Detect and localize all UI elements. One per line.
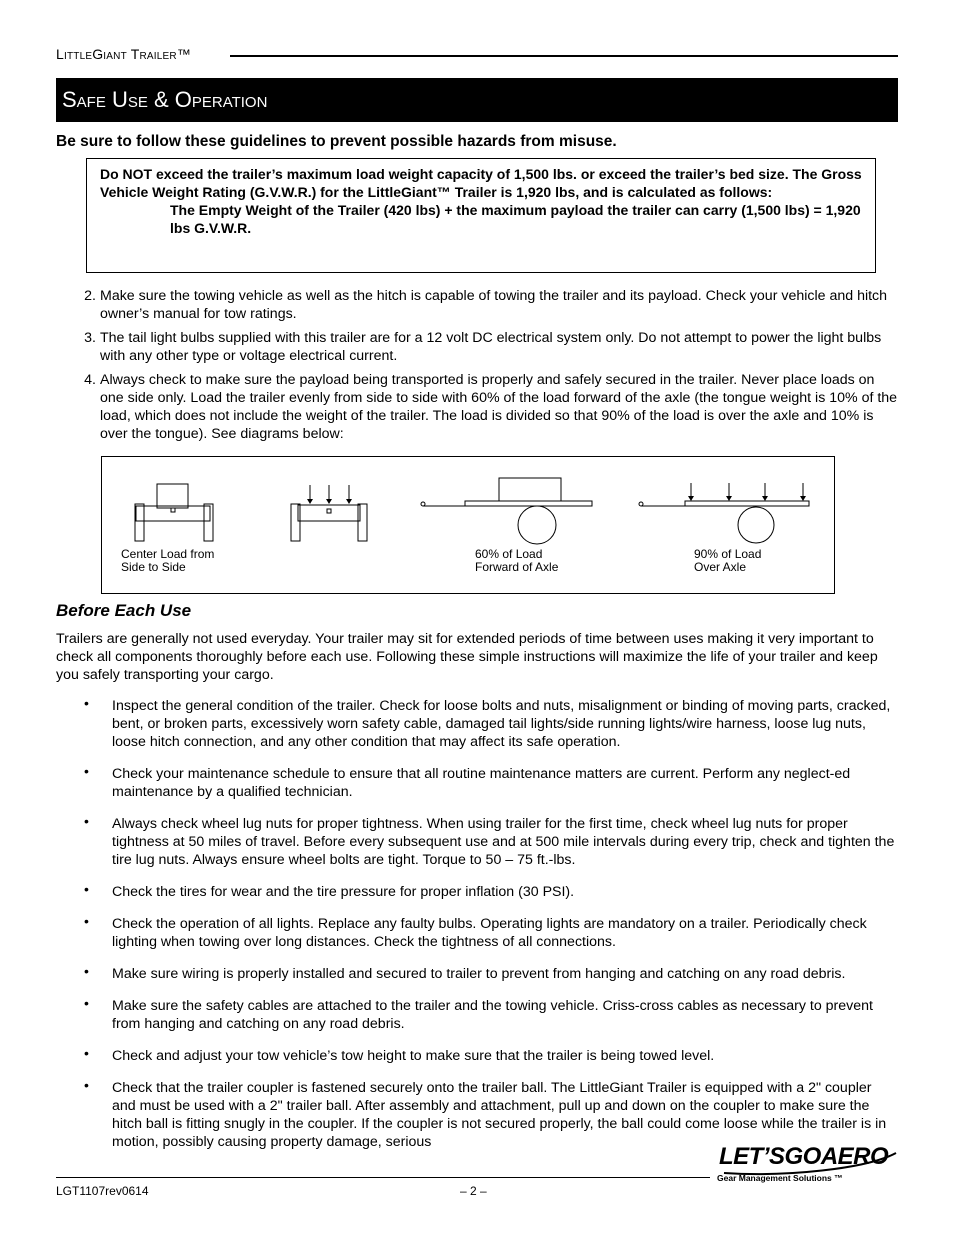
- item-number: 4.: [84, 372, 96, 388]
- item-text: Inspect the general condition of the trailer. Check for loose bolts and nuts, misalignment or binding of moving parts, cracked, bent, or broken parts, excessively worn safety cable, damaged tail lights/side running lights/wire harness, loose lug nuts, loose hitch connection, and any other condition that may affect its safe operation.: [112, 698, 891, 750]
- forward-load-diagram: [421, 478, 592, 544]
- item-text: Always check wheel lug nuts for proper tightness. When using trailer for the first time, check wheel lug nuts for proper tightness at 50 miles of travel. Before every subsequent use and at 500 mile intervals during every trip, check and tighten the tire lug nuts. Always ensure wheel bolts are tight. Torque to 50 – 75 ft.-lbs.: [112, 816, 895, 868]
- list-item: [56, 965, 898, 983]
- bullet: •: [84, 913, 89, 929]
- list-item: [56, 697, 898, 751]
- label-line: 60% of Load: [475, 547, 543, 561]
- bullet: •: [84, 1045, 89, 1061]
- brand-logo: [716, 1143, 900, 1187]
- load-diagrams: [101, 456, 835, 594]
- list-item: [56, 765, 898, 801]
- item-text: Make sure the safety cables are attached to the trailer and the towing vehicle. Criss-cross cables as necessary to prevent from hanging and catching on any road debris.: [112, 998, 873, 1032]
- axle-load-diagram: [639, 483, 809, 543]
- section-title: Safe Use & Operation: [62, 87, 268, 112]
- lead-statement: Be sure to follow these guidelines to prevent possible hazards from misuse.: [56, 133, 617, 150]
- before-each-use-intro: Trailers are generally not used everyday. Your trailer may sit for extended periods of time between uses making it very important to check all components thoroughly before each use. Following these simple instructions will maximize the life of your trailer and keep you safely transporting your cargo.: [56, 631, 878, 683]
- item-text: Make sure the towing vehicle as well as the hitch is capable of towing the trailer and its payload. Check your vehicle and hitch owner’s manual for tow ratings.: [100, 288, 888, 322]
- page-number: – 2 –: [460, 1184, 487, 1198]
- list-item: [56, 997, 898, 1033]
- item-text: Check the operation of all lights. Replace any faulty bulbs. Operating lights are mandatory on a trailer. Periodically check lighting when towing over long distances. Check the tightness of all connections.: [112, 916, 867, 950]
- header-title: LittleGiant Trailer™: [56, 46, 191, 62]
- item-text: Always check to make sure the payload being transported is properly and safely secured in the trailer. Never place loads on one side only. Load the trailer evenly from side to side with 60% of the load forward of the axle (the tongue weight is 10% of the load, which does not include the weight of the trailer. The load is divided so that 90% of the load is over the axle and 10% is over the tongue). See diagrams below:: [100, 372, 898, 442]
- bullet: •: [84, 763, 89, 779]
- item-number: 3.: [84, 330, 96, 346]
- warning-formula: The Empty Weight of the Trailer (420 lbs) + the maximum payload the trailer can carry (1,500 lbs) = 1,920 lbs G.V.W.R.: [170, 202, 861, 236]
- item-text: The tail light bulbs supplied with this trailer are for a 12 volt DC electrical system only. Do not attempt to power the light bulbs with any other type or voltage electrical current.: [100, 330, 882, 364]
- item-number: 2.: [84, 288, 96, 304]
- logo-tagline: Gear Management Solutions ™: [717, 1173, 843, 1183]
- even-load-diagram: [291, 485, 367, 541]
- diagram-label-forward: [475, 548, 558, 574]
- load-diagrams-drawing: [102, 457, 836, 595]
- diagram-label-center: [121, 548, 214, 574]
- item-text: Check your maintenance schedule to ensure that all routine maintenance matters are current. Perform any neglect-ed maintenance by a qualified technician.: [112, 766, 851, 800]
- label-line: Forward of Axle: [475, 560, 559, 574]
- list-item: [56, 329, 898, 365]
- bullet: •: [84, 881, 89, 897]
- warning-text: Do NOT exceed the trailer’s maximum load weight capacity of 1,500 lbs. or exceed the trailer’s bed size. The Gross Vehicle Weight Rating (G.V.W.R.) for the LittleGiant™ Trailer is 1,920 lbs, and is calculated as follows:: [100, 166, 862, 200]
- document-code: LGT1107rev0614: [56, 1184, 149, 1198]
- list-item: [56, 371, 898, 443]
- item-text: Check the tires for wear and the tire pressure for proper inflation (30 PSI).: [112, 884, 575, 900]
- label-line: Center Load from: [121, 547, 215, 561]
- label-line: Over Axle: [694, 560, 747, 574]
- warning-box: [86, 158, 876, 273]
- item-text: Check and adjust your tow vehicle’s tow height to make sure that the trailer is being towed level.: [112, 1048, 715, 1064]
- before-each-use-heading: Before Each Use: [56, 601, 192, 620]
- diagram-label-axle: [694, 548, 761, 574]
- numbered-list: [56, 287, 898, 449]
- logo-wordmark: LET’SGOAERO: [719, 1143, 889, 1170]
- list-item: [56, 815, 898, 869]
- bullet: •: [84, 963, 89, 979]
- bullet: •: [84, 813, 89, 829]
- footer-rule: [56, 1177, 710, 1178]
- checklist: [56, 697, 898, 1165]
- item-text: Make sure wiring is properly installed and secured to trailer to prevent from hanging and catching on any road debris.: [112, 966, 846, 982]
- label-line: 90% of Load: [694, 547, 762, 561]
- list-item: [56, 915, 898, 951]
- item-text: Check that the trailer coupler is fastened securely onto the trailer ball. The LittleGiant Trailer is equipped with a 2" coupler and must be used with a 2" trailer ball. After assembly and attachment, pull up and down on the coupler to make sure the hitch ball is fitting snugly in the coupler. If the coupler is not secured properly, the ball could come loose while the trailer is in motion, possibly causing property damage, serious: [112, 1080, 887, 1150]
- bullet: •: [84, 1077, 89, 1093]
- list-item: [56, 1047, 898, 1065]
- header-rule: [230, 55, 898, 57]
- list-item: [56, 1079, 898, 1151]
- bullet: •: [84, 695, 89, 711]
- bullet: •: [84, 995, 89, 1011]
- label-line: Side to Side: [121, 560, 186, 574]
- list-item: [56, 883, 898, 901]
- list-item: [56, 287, 898, 323]
- center-load-diagram: [135, 484, 213, 541]
